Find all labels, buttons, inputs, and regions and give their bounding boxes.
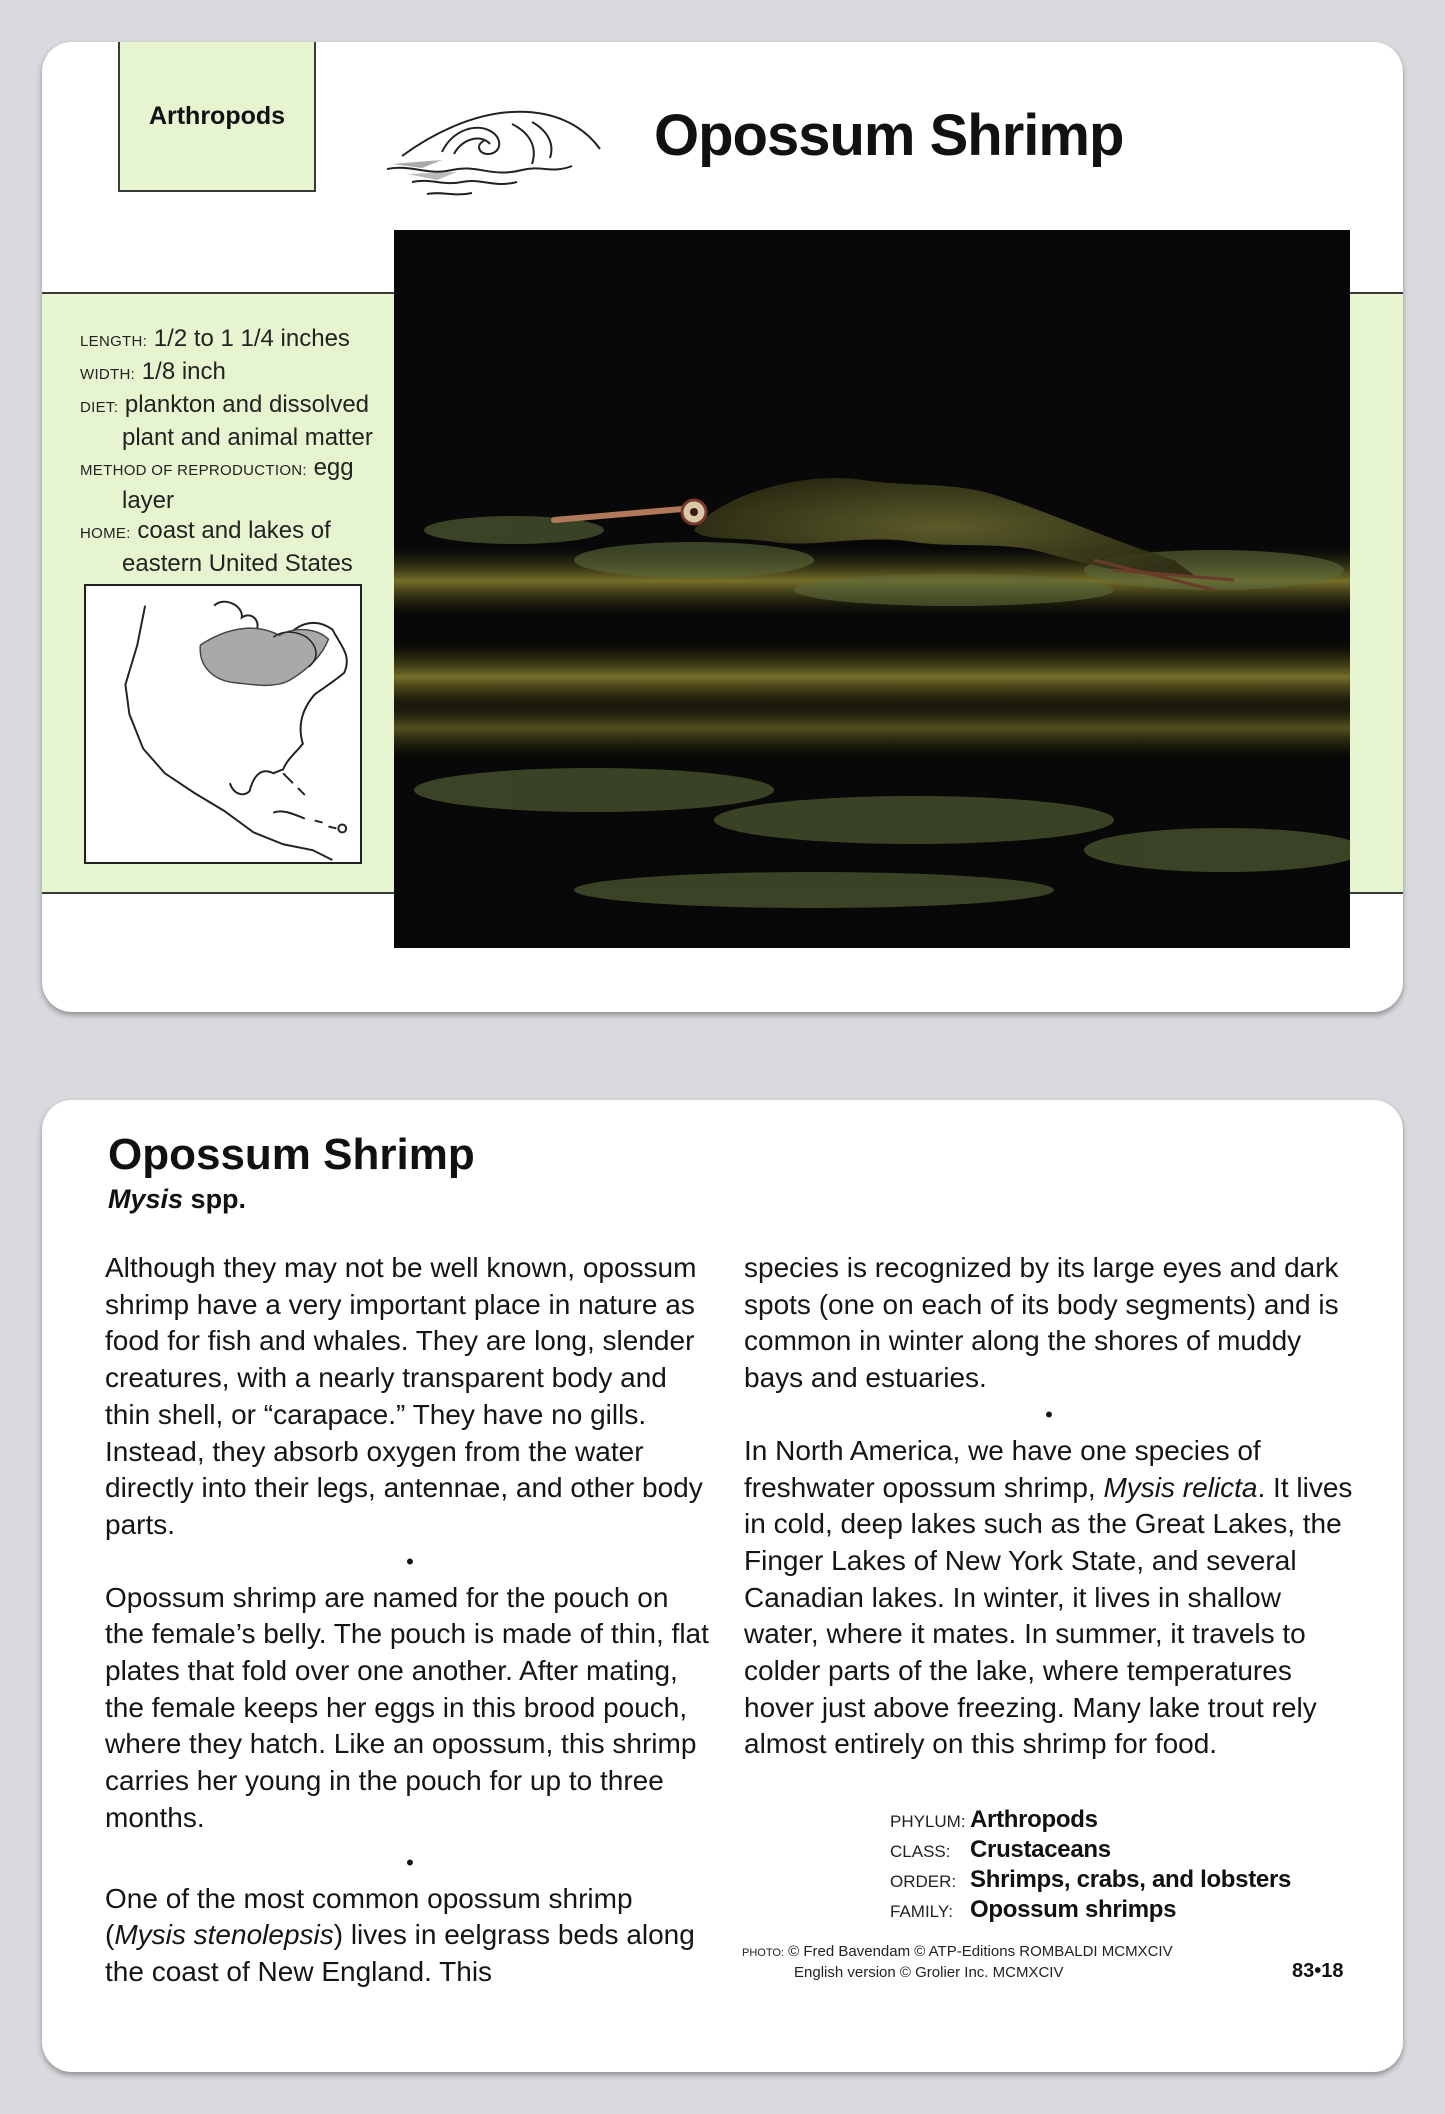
taxonomy-value: Shrimps, crabs, and lobsters <box>970 1866 1292 1893</box>
taxonomy-label: CLASS: <box>890 1842 951 1861</box>
taxonomy-label: FAMILY: <box>890 1902 953 1921</box>
paragraph <box>744 1433 1354 1763</box>
shrimp-icon <box>394 230 1350 948</box>
facts-list <box>80 324 400 579</box>
back-title: Opossum Shrimp <box>108 1130 475 1179</box>
fact-length <box>80 324 400 357</box>
text-run: . It lives in cold, deep lakes such as the Great Lakes, the Finger Lakes of New York State, and several Canadian lakes. In winter, it lives in shallow water, where it mates. In summer, it travels to colder parts of the lake, where temperatures hover just above freezing. Many lake trout rely almost entirely on this shrimp for food. <box>744 1471 1353 1760</box>
paragraph: species is recognized by its large eyes and dark spots (one on each of its body segments) and is common in winter along the shores of muddy bays and estuaries. <box>744 1252 1339 1394</box>
species-suffix: spp. <box>183 1184 247 1214</box>
bullet-separator: • <box>406 1548 414 1574</box>
wave-icon <box>382 94 622 202</box>
text-column-right <box>744 1250 1354 1763</box>
credit-label: PHOTO: <box>742 1947 784 1959</box>
taxonomy-table <box>890 1806 1291 1926</box>
species-name: Mysis stenolepsis <box>114 1919 334 1951</box>
fact-value: coast and lakes of eastern United States <box>122 517 353 577</box>
genus: Mysis <box>108 1184 184 1214</box>
card-front <box>42 42 1403 1012</box>
fact-value: 1/8 inch <box>141 358 226 385</box>
range-map <box>84 584 362 864</box>
credit-line: © Fred Bavendam © ATP-Editions ROMBALDI MCMXCIV <box>788 1943 1173 1960</box>
paragraph: Opossum shrimp are named for the pouch on the female’s belly. The pouch is made of thin, flat plates that fold over one another. After mating, the female keeps her eggs in this brood pouch, where they hatch. Like an opossum, this shrimp carries her young in the pouch for up to three months. <box>105 1581 709 1833</box>
category-label: Arthropods <box>148 101 286 130</box>
category-box <box>118 42 316 192</box>
taxonomy-row <box>890 1836 1291 1866</box>
fact-value: plankton and dissolved plant and animal matter <box>122 391 373 451</box>
taxonomy-value: Crustaceans <box>970 1836 1111 1863</box>
bullet-separator: • <box>1045 1401 1053 1427</box>
shrimp-photo <box>394 230 1350 948</box>
taxonomy-label: PHYLUM: <box>890 1812 966 1831</box>
fact-diet <box>80 390 400 453</box>
fact-label: WIDTH: <box>80 366 136 383</box>
card-back <box>42 1100 1403 2072</box>
paragraph: Although they may not be well known, opossum shrimp have a very important place in nature as food for fish and whales. They are long, slender creatures, with a nearly transparent body and thin shell, or “carapace.” They have no gills. Instead, they absorb oxygen from the water directly into their legs, antennae, and other body parts. <box>105 1252 703 1540</box>
fact-label: LENGTH: <box>80 333 148 350</box>
photo-credits <box>742 1942 1173 1983</box>
fact-value: 1/2 to 1 1/4 inches <box>153 325 350 352</box>
fact-label: DIET: <box>80 399 119 416</box>
fact-label: METHOD OF REPRODUCTION: <box>80 462 307 479</box>
north-america-map-icon <box>86 586 360 862</box>
taxonomy-value: Opossum shrimps <box>970 1896 1177 1923</box>
credit-line: English version © Grolier Inc. MCMXCIV <box>794 1964 1064 1981</box>
bullet-separator: • <box>406 1849 414 1875</box>
text-run: One of the most common opossum shrimp ( <box>105 1882 633 1951</box>
text-run: In North America, we have one species of freshwater opossum shrimp, <box>744 1434 1261 1503</box>
fact-home <box>80 516 400 579</box>
card-number: 83•18 <box>1292 1960 1344 1982</box>
paragraph <box>105 1881 715 1991</box>
fact-label: HOME: <box>80 525 131 542</box>
text-column-left <box>105 1250 715 1991</box>
taxonomy-row <box>890 1896 1291 1926</box>
taxonomy-value: Arthropods <box>970 1806 1098 1833</box>
scientific-name <box>108 1184 246 1215</box>
taxonomy-label: ORDER: <box>890 1872 957 1891</box>
fact-width <box>80 357 400 390</box>
fact-value: egg layer <box>122 454 354 514</box>
taxonomy-row <box>890 1866 1291 1896</box>
front-title: Opossum Shrimp <box>654 103 1124 168</box>
fact-reproduction <box>80 453 400 516</box>
species-name: Mysis relicta <box>1103 1471 1258 1503</box>
text-run: ) lives in eelgrass beds along the coast of New England. This <box>105 1919 695 1987</box>
taxonomy-row <box>890 1806 1291 1836</box>
